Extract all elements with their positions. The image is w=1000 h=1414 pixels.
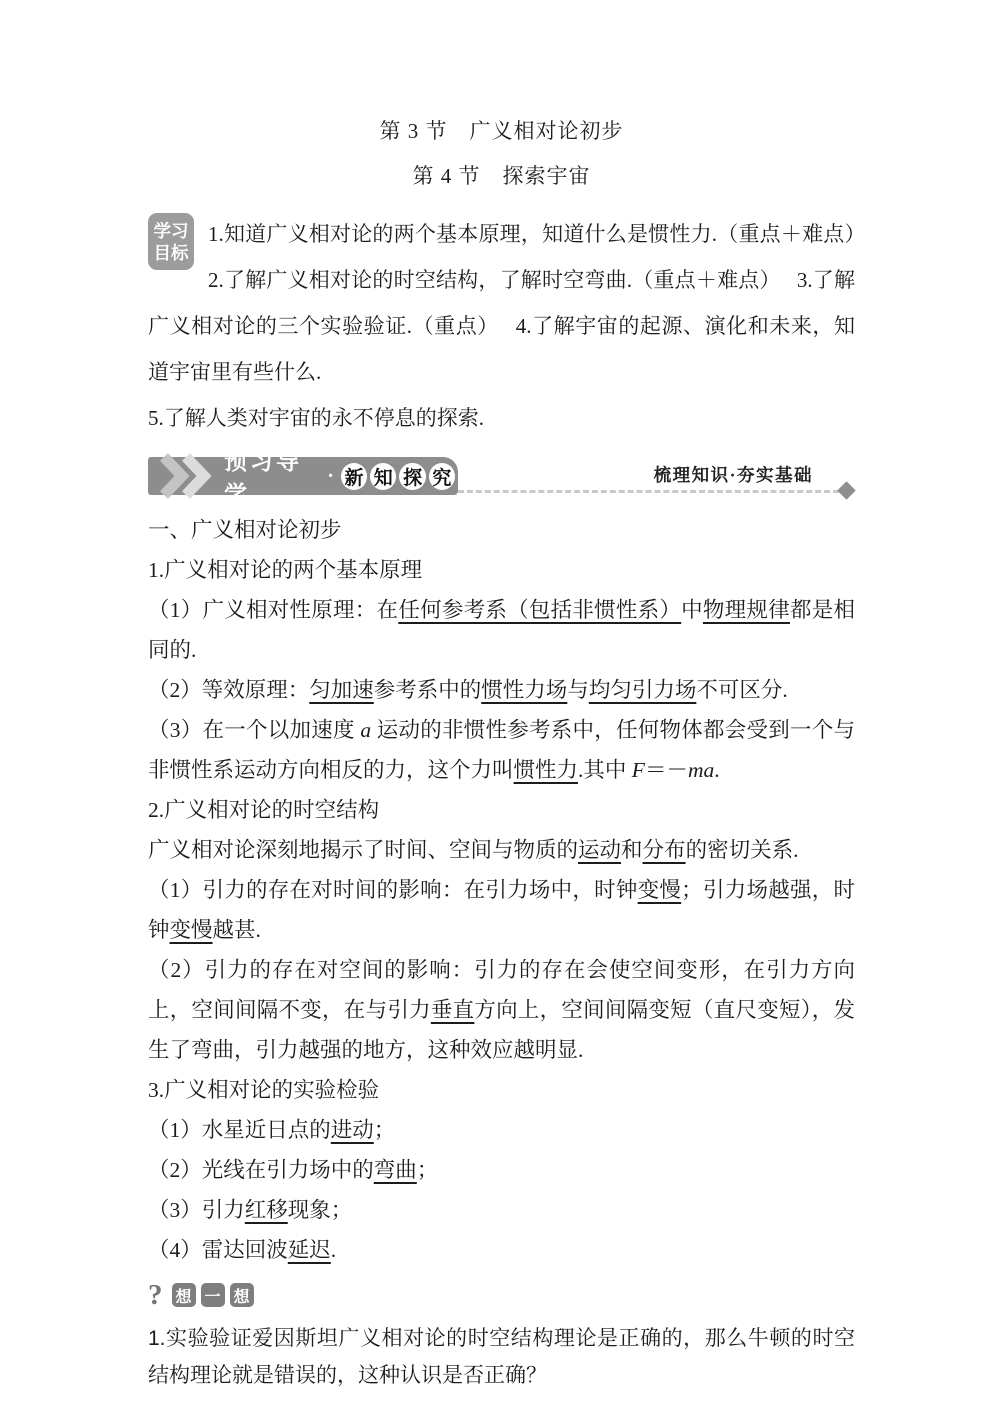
- content-paragraph-test-4: （4）雷达回波延迟.: [148, 1238, 337, 1262]
- content-paragraph-space-effect: （2）引力的存在对空间的影响：引力的存在会使空间变形，在引力方向上，空间间隔不变，在与引力垂直方向上，空间间隔变短（直尺变短），发生了弯曲，引力越强的地方，这种效应越明显.: [148, 958, 855, 1062]
- banner-title: 预习导学: [224, 448, 302, 507]
- content-paragraph-sub1: 1.广义相对论的两个基本原理: [148, 558, 423, 582]
- think-tile-2: 一: [201, 1283, 225, 1307]
- think-tile-3: 想: [230, 1283, 254, 1307]
- double-chevron-icon: [158, 452, 216, 500]
- goals-paragraph-1: 1.知道广义相对论的两个基本原理，知道什么是惯性力.（重点＋难点） 2.了解广义相对论的时空结构，了解时空弯曲.（重点＋难点） 3.了解广义相对论的三个实验验证.（重点） 4.了解宇宙的起源、演化和未来，知道宇宙里有些什么.: [148, 222, 882, 384]
- banner-circle-char-2: 知: [370, 463, 396, 490]
- content-paragraph-test-2: （2）光线在引力场中的弯曲；: [148, 1158, 439, 1182]
- content-paragraph-test-1: （1）水星近日点的进动；: [148, 1118, 396, 1142]
- think-question: 1.实验验证爱因斯坦广义相对论的时空结构理论是正确的，那么牛顿的时空结构理论就是错误的，这种认识是否正确？: [148, 1327, 855, 1387]
- content-paragraph-principle-1: （1）广义相对性原理：在任何参考系（包括非惯性系）中物理规律都是相同的.: [148, 598, 855, 662]
- content-paragraph-test-3: （3）引力红移现象；: [148, 1198, 353, 1222]
- banner-right-caption: 梳理知识·夯实基础: [653, 465, 813, 485]
- content-paragraph-heading-1: 一、广义相对论初步: [148, 518, 342, 542]
- question-mark-icon: ?: [148, 1279, 163, 1311]
- diamond-icon: [837, 481, 855, 499]
- banner-bar: [148, 448, 458, 507]
- title-block: [148, 0, 855, 189]
- goals-badge-line1: 学习: [153, 221, 189, 241]
- goals-badge-line2: 目标: [153, 243, 189, 263]
- study-content: [148, 510, 855, 1270]
- goals-paragraph-2: 5.了解人类对宇宙的永不停息的探索.: [148, 406, 484, 430]
- section-title-1: 第 3 节 广义相对论初步: [379, 119, 624, 143]
- learning-goals-section: [148, 211, 882, 441]
- content-paragraph-time-effect: （1）引力的存在对时间的影响：在引力场中，时钟变慢；引力场越强，时钟变慢越甚.: [148, 878, 855, 942]
- banner-dot-separator: ·: [327, 464, 334, 487]
- content-paragraph-sub2: 2.广义相对论的时空结构: [148, 798, 380, 822]
- banner-circle-char-4: 究: [429, 463, 455, 490]
- think-tile-1: 想: [172, 1283, 196, 1307]
- banner-dashed-line: [458, 490, 839, 493]
- content-paragraph-principle-3: （3）在一个以加速度 a 运动的非惯性参考系中，任何物体都会受到一个与非惯性系运动方向相反的力，这个力叫惯性力.其中 F＝－ma.: [148, 718, 855, 782]
- preview-banner: [148, 448, 855, 507]
- learning-goals-badge: [148, 213, 194, 270]
- content-paragraph-sub3: 3.广义相对论的实验检验: [148, 1078, 380, 1102]
- content-paragraph-principle-2: （2）等效原理：匀加速参考系中的惯性力场与均匀引力场不可区分.: [148, 678, 788, 702]
- banner-circle-char-3: 探: [399, 463, 425, 490]
- section-title-2: 第 4 节 探索宇宙: [412, 164, 591, 188]
- think-about-it-header: [148, 1280, 855, 1310]
- content-paragraph-spacetime-intro: 广义相对论深刻地揭示了时间、空间与物质的运动和分布的密切关系.: [148, 838, 799, 862]
- banner-circle-char-1: 新: [341, 463, 367, 490]
